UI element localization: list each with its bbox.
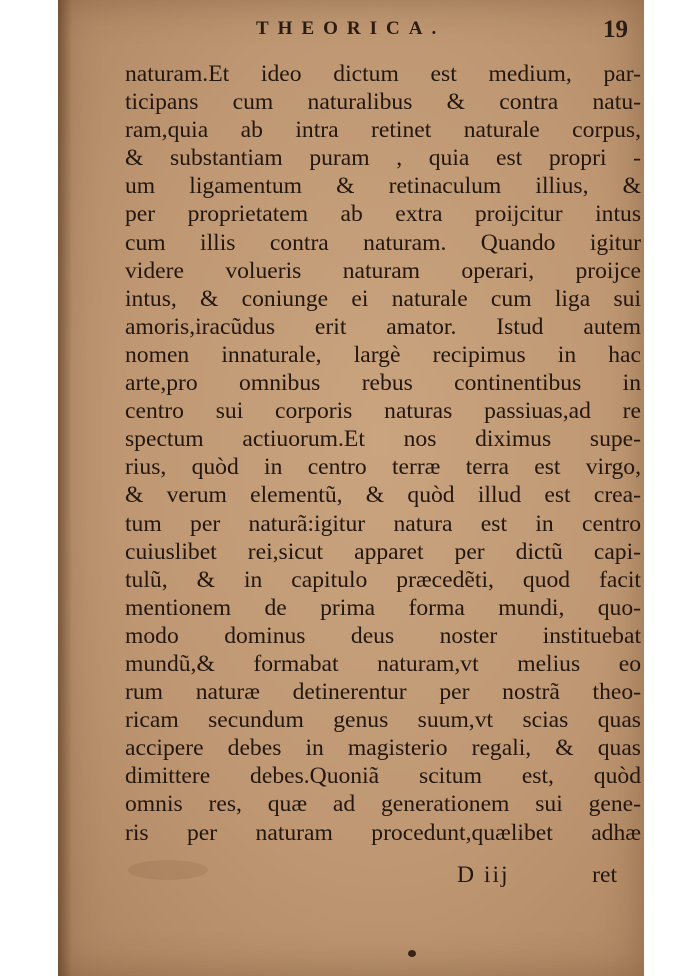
page-footer: [125, 862, 625, 892]
text-line: modo dominus deus noster instituebat: [125, 622, 641, 649]
text-line: ricam secundum genus suum,vt scias quas: [125, 707, 641, 734]
text-line: cum illis contra naturam. Quando igitur: [125, 229, 641, 256]
body-text: [125, 60, 641, 847]
text-line: ticipans cum naturalibus & contra natu-: [125, 89, 641, 116]
text-line: naturam.Et ideo dictum est medium, par-: [125, 61, 641, 87]
text-line: omnis res, quæ ad generationem sui gene-: [125, 791, 641, 818]
text-line: ram,quia ab intra retinet naturale corpus,: [125, 117, 641, 144]
text-line: ris per naturam procedunt,quælibet adhæ: [125, 819, 641, 846]
text-line: mundũ,& formabat naturam,vt melius eo: [125, 650, 641, 677]
text-line: amoris,iracũdus erit amator. Istud autem: [125, 313, 641, 340]
text-line: & substantiam puram , quia est propri -: [125, 145, 641, 172]
text-line: cuiuslibet rei,sicut apparet per dictũ capi-: [125, 538, 641, 565]
text-line: nomen innaturale, largè recipimus in hac: [125, 341, 641, 368]
text-line: mentionem de prima forma mundi, quo-: [125, 594, 641, 621]
text-line: rum naturæ detinerentur per nostrã theo-: [125, 679, 641, 706]
page-gutter-shadow: [58, 0, 72, 976]
text-line: accipere debes in magisterio regali, & quas: [125, 735, 641, 762]
text-line: centro sui corporis naturas passiuas,ad re: [125, 398, 641, 425]
text-line: spectum actiuorum.Et nos diximus supe-: [125, 426, 641, 453]
page-number: 19: [603, 16, 628, 43]
catchword: ret: [592, 862, 617, 888]
book-page: [58, 0, 644, 976]
ornament-dot: [408, 950, 416, 957]
text-line: rius, quòd in centro terræ terra est virgo,: [125, 454, 641, 481]
text-line: dimittere debes.Quoniã scitum est, quòd: [125, 763, 641, 790]
text-line: arte,pro omnibus rebus continentibus in: [125, 370, 641, 397]
text-line: intus, & coniunge ei naturale cum liga sui: [125, 285, 641, 312]
text-line: um ligamentum & retinaculum illius, &: [125, 173, 641, 200]
running-title: THEORICA.: [256, 18, 446, 39]
text-line: tum per naturã:igitur natura est in centro: [125, 510, 641, 537]
text-line: & verum elementũ, & quòd illud est crea-: [125, 482, 641, 509]
text-line: per proprietatem ab extra proijcitur intus: [125, 201, 641, 228]
signature-mark: D iij: [457, 862, 510, 888]
text-line: videre volueris naturam operari, proijce: [125, 257, 641, 284]
text-line: tulũ, & in capitulo præcedẽti, quod facit: [125, 566, 641, 593]
running-head: [126, 18, 636, 48]
